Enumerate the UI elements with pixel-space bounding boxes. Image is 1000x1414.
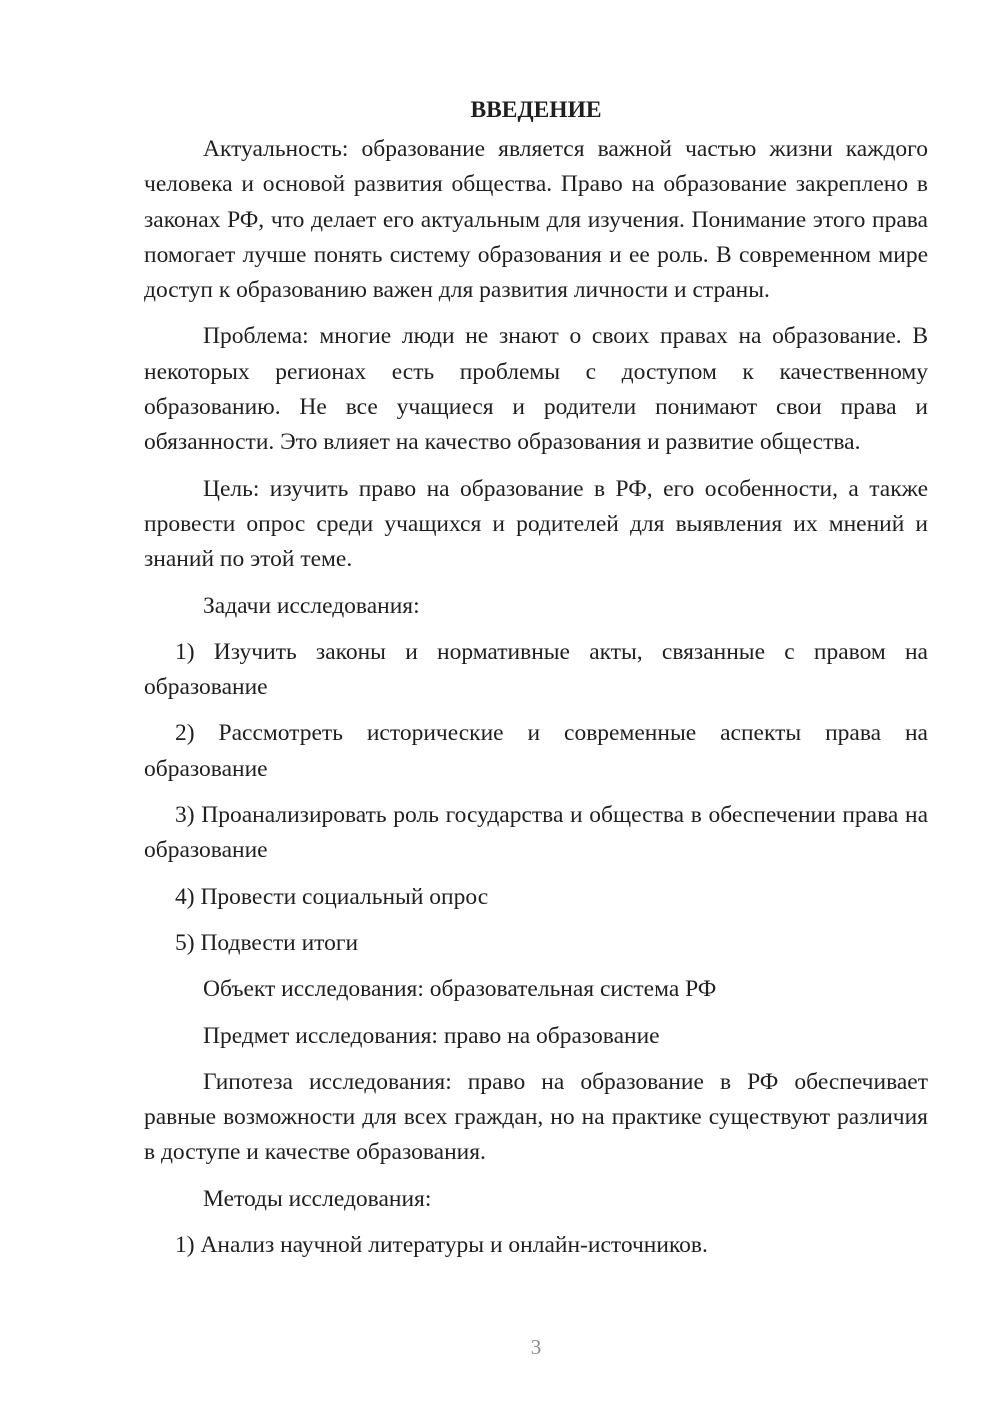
page-title: ВВЕДЕНИЕ [470,97,602,123]
task-item-4: 4) Провести социальный опрос [175,883,489,910]
paragraph-relevance: Актуальность: образование является важной частью жизни каждого человека и основой развития общества. Право на образование закреплено в законах РФ, что делает его актуальным для изучения. Понимание этого права помогает лучше понять систему образования и ее роль. В современном мире доступ к образованию важен для развития личности и страны. [144,136,928,304]
paragraph-problem: Проблема: многие люди не знают о своих правах на образование. В некоторых регионах есть проблемы с доступом к качественному образованию. Не все учащиеся и родители понимают свои права и обязанности. Это влияет на качество образования и развитие общества. [144,323,928,456]
paragraph-subject: Предмет исследования: право на образование [203,1022,660,1049]
task-item-2: 2) Рассмотреть исторические и современные аспекты права на образование [144,720,928,782]
task-item-1: 1) Изучить законы и нормативные акты, связанные с правом на образование [144,638,928,701]
tasks-heading: Задачи исследования: [203,592,420,619]
task-item-3: 3) Проанализировать роль государства и общества в обеспечении права на образование [144,802,928,864]
methods-heading: Методы исследования: [203,1185,432,1212]
page-content [144,92,928,1274]
paragraph-hypothesis: Гипотеза исследования: право на образование в РФ обеспечивает равные возможности для всех граждан, но на практике существуют различия в доступе и качестве образования. [144,1068,928,1166]
page-number: 3 [530,1335,542,1359]
method-item-1: 1) Анализ научной литературы и онлайн-источников. [175,1232,708,1259]
paragraph-object: Объект исследования: образовательная система РФ [203,976,717,1003]
task-item-5: 5) Подвести итоги [175,929,359,956]
paragraph-goal: Цель: изучить право на образование в РФ, его особенности, а также провести опрос среди учащихся и родителей для выявления их мнений и знаний по этой теме. [144,475,928,573]
